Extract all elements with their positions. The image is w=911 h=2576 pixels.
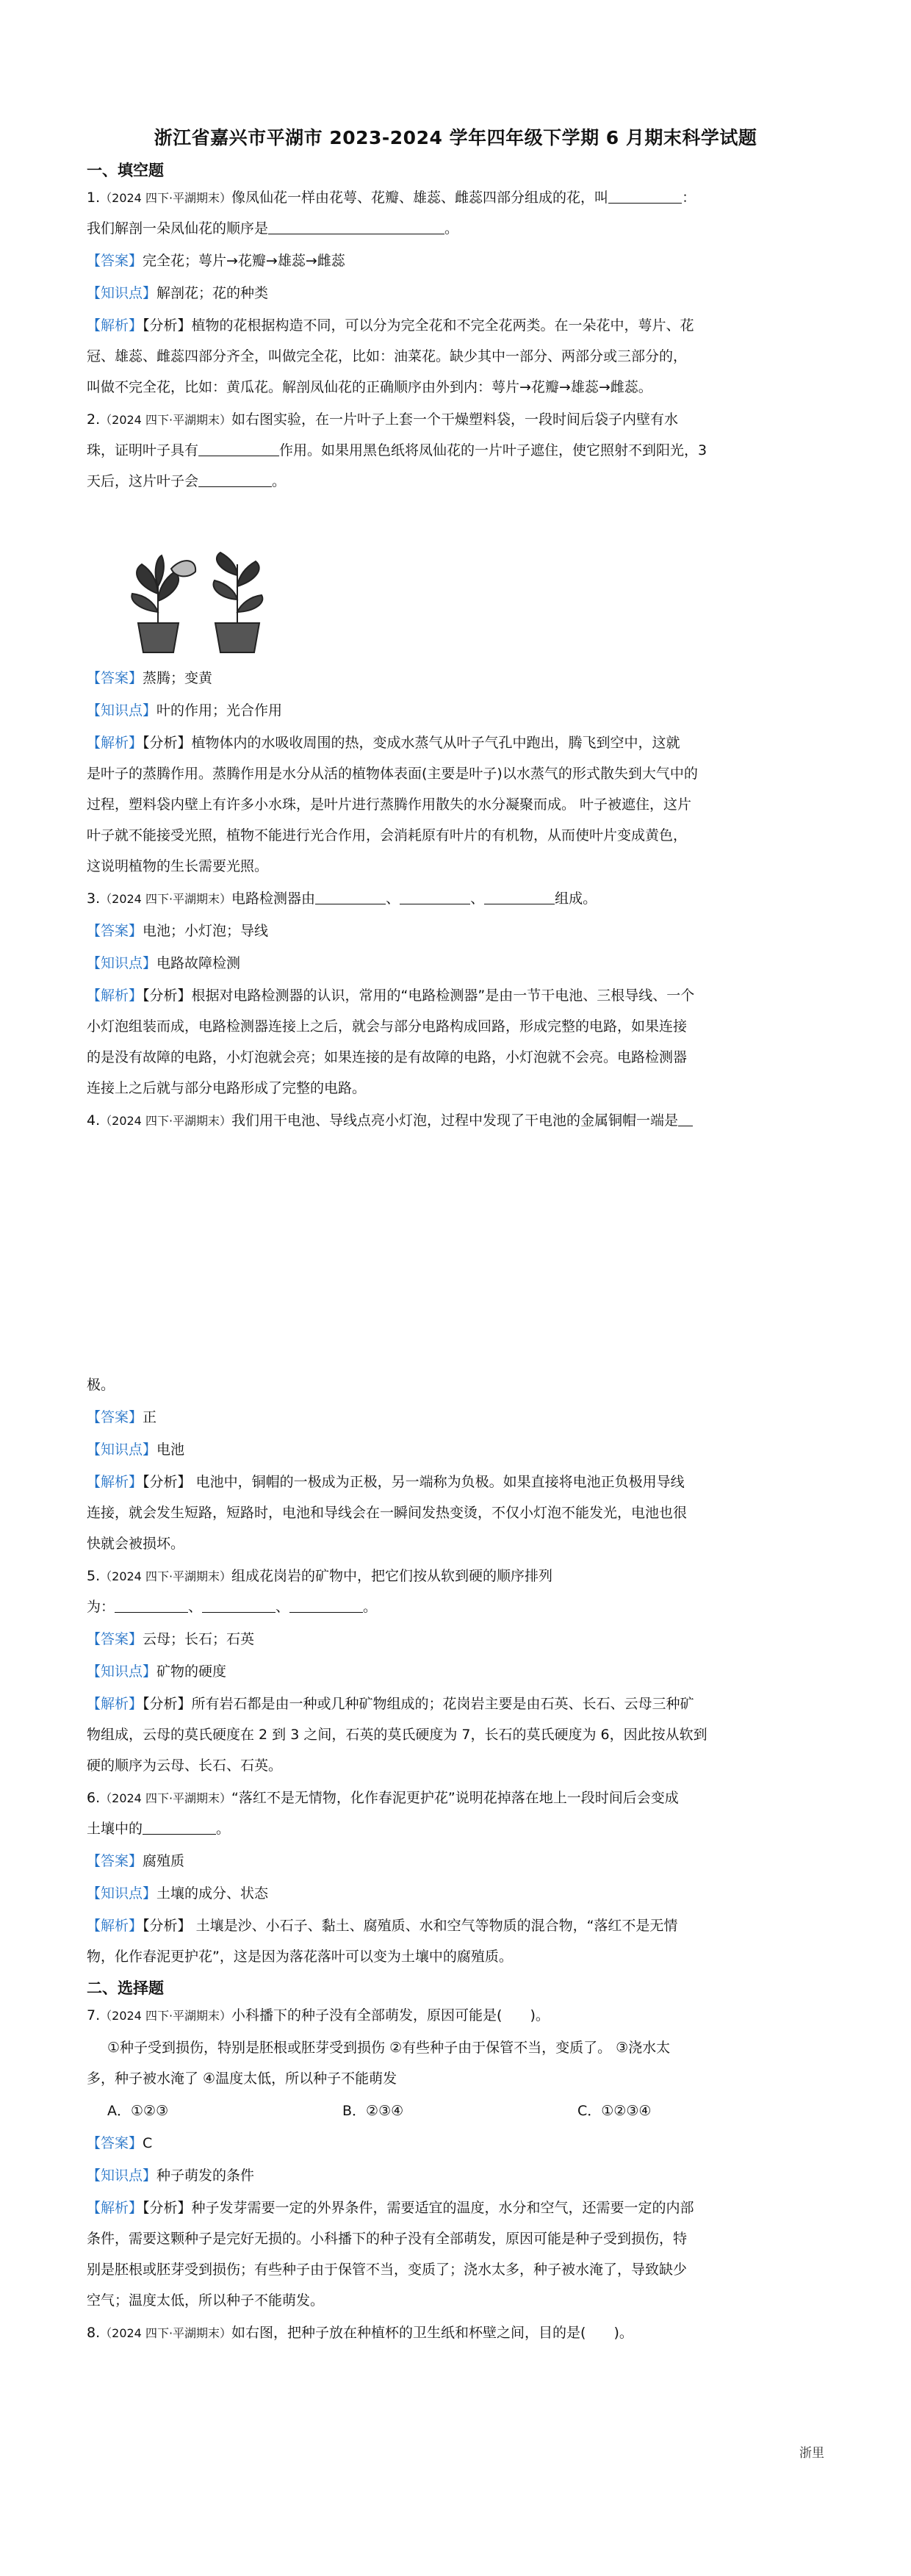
q7-analysis-1: 【解析】【分析】种子发芽需要一定的外界条件，需要适宜的温度，水分和空气，还需要一定的内部: [87, 2200, 694, 2216]
section-heading-fill: 一、填空题: [87, 162, 164, 179]
q6-answer: 【答案】腐殖质: [87, 1853, 185, 1869]
q2-line-1: 2.（2024 四下·平湖期末）如右图实验，在一片叶子上套一个干燥塑料袋，一段时间后袋子内壁有水: [87, 411, 679, 428]
page-footer: 浙里: [799, 2446, 824, 2461]
answer-blank: [202, 1597, 276, 1613]
q5-line-2: 为： 、 、 。: [87, 1599, 378, 1615]
q8-line-1: 8.（2024 四下·平湖期末）如右图，把种子放在种植杯的卫生纸和杯壁之间，目的是( )。: [87, 2325, 633, 2341]
q7-analysis-2: 条件，需要这颗种子是完好无损的。小科播下的种子没有全部萌发，原因可能是种子受到损伤，特: [87, 2231, 688, 2247]
q7-analysis-3: 别是胚根或胚芽受到损伤；有些种子由于保管不当，变质了；浇水太多，种子被水淹了，导致缺少: [87, 2262, 688, 2278]
q2-analysis-2: 是叶子的蒸腾作用。蒸腾作用是水分从活的植物体表面(主要是叶子)以水蒸气的形式散失到大气中的: [87, 766, 698, 782]
option-a: A．①②③: [107, 2103, 169, 2119]
q4-analysis-3: 快就会被损坏。: [87, 1536, 185, 1552]
page-title: 浙江省嘉兴市平湖市 2023-2024 学年四年级下学期 6 月期末科学试题: [154, 127, 757, 148]
q2-analysis-5: 这说明植物的生长需要光照。: [87, 858, 269, 874]
q4-line-1: 4.（2024 四下·平湖期末）我们用干电池、导线点亮小灯泡，过程中发现了干电池的金属铜帽一端是: [87, 1109, 821, 1132]
q2-analysis-3: 过程，塑料袋内壁上有许多小水珠，是叶片进行蒸腾作用散失的水分凝聚而成。 叶子被遮住，这片: [87, 796, 692, 813]
answer-blank: [315, 889, 386, 904]
answer-blank: [115, 1597, 188, 1613]
q7-analysis-4: 空气；温度太低，所以种子不能萌发。: [87, 2292, 325, 2309]
q5-analysis-1: 【解析】【分析】所有岩石都是由一种或几种矿物组成的；花岗岩主要是由石英、长石、云母三种矿: [87, 1696, 694, 1712]
q1-line-2: 我们解剖一朵凤仙花的顺序是 。: [87, 220, 459, 237]
q6-line-2: 土壤中的 。: [87, 1821, 231, 1837]
q4-line-2: 极。: [87, 1377, 115, 1393]
q3-analysis-1: 【解析】【分析】根据对电路检测器的认识，常用的“电路检测器”是由一节干电池、三根导线、一个: [87, 987, 695, 1004]
answer-blank: [143, 1819, 216, 1835]
q5-point: 【知识点】矿物的硬度: [87, 1663, 227, 1680]
answer-blank: [608, 188, 682, 204]
q3-point: 【知识点】电路故障检测: [87, 955, 241, 971]
plant-left-with-bag: [132, 555, 195, 652]
q1-analysis-2: 冠、雄蕊、雌蕊四部分齐全，叫做完全花，比如：油菜花。缺少其中一部分、两部分或三部分的，: [87, 348, 688, 364]
q2-point: 【知识点】叶的作用；光合作用: [87, 702, 283, 719]
q5-line-1: 5.（2024 四下·平湖期末）组成花岗岩的矿物中，把它们按从软到硬的顺序排列: [87, 1568, 553, 1584]
q4-point: 【知识点】电池: [87, 1442, 185, 1458]
answer-blank: [400, 889, 470, 904]
q2-line-3: 天后，这片叶子会 。: [87, 473, 287, 489]
q7-answer: 【答案】C: [87, 2135, 153, 2151]
q6-point: 【知识点】土壤的成分、状态: [87, 1885, 269, 1902]
q2-analysis-1: 【解析】【分析】植物体内的水吸收周围的热，变成水蒸气从叶子气孔中跑出，腾飞到空中，这就: [87, 735, 680, 751]
q5-answer: 【答案】云母；长石；石英: [87, 1631, 255, 1647]
q2-line-2: 珠，证明叶子具有 作用。如果用黑色纸将凤仙花的一片叶子遮住，使它照射不到阳光，3: [87, 442, 707, 458]
q1-point: 【知识点】解剖花；花的种类: [87, 285, 269, 301]
answer-blank: [198, 441, 279, 456]
answer-blank: [268, 219, 444, 234]
q7-line-1: 7.（2024 四下·平湖期末）小科播下的种子没有全部萌发，原因可能是( )。: [87, 2007, 550, 2023]
q6-analysis-2: 物，化作春泥更护花”，这是因为落花落叶可以变为土壤中的腐殖质。: [87, 1949, 513, 1965]
section-heading-choice: 二、选择题: [87, 1979, 164, 1997]
q7-line-3: 多，种子被水淹了 ④温度太低，所以种子不能萌发: [87, 2070, 397, 2087]
q4-analysis-2: 连接，就会发生短路，短路时，电池和导线会在一瞬间发热变烫，不仅小灯泡不能发光，电池也很: [87, 1505, 688, 1521]
q3-analysis-4: 连接上之后就与部分电路形成了完整的电路。: [87, 1080, 367, 1096]
potted-plants-illustration: [109, 542, 285, 660]
q3-answer: 【答案】电池；小灯泡；导线: [87, 923, 269, 939]
option-c: C．①②③④: [577, 2103, 652, 2119]
q6-analysis-1: 【解析】【分析】 土壤是沙、小石子、黏土、腐殖质、水和空气等物质的混合物，“落红不是无情: [87, 1918, 678, 1934]
answer-blank: [289, 1597, 363, 1613]
q2-analysis-4: 叶子就不能接受光照，植物不能进行光合作用，会消耗原有叶片的有机物，从而使叶片变成黄色，: [87, 827, 688, 843]
q3-line-1: 3.（2024 四下·平湖期末）电路检测器由 、 、 组成。: [87, 891, 597, 907]
q5-analysis-2: 物组成，云母的莫氏硬度在 2 到 3 之间，石英的莫氏硬度为 7，长石的莫氏硬度为 6，因此按从软到: [87, 1727, 707, 1743]
q2-answer: 【答案】蒸腾；变黄: [87, 670, 213, 686]
q5-analysis-3: 硬的顺序为云母、长石、石英。: [87, 1757, 283, 1774]
q7-line-2: ①种子受到损伤，特别是胚根或胚芽受到损伤 ②有些种子由于保管不当，变质了。 ③浇水太: [107, 2040, 671, 2056]
q1-analysis-3: 叫做不完全花，比如：黄瓜花。解剖凤仙花的正确顺序由外到内：萼片→花瓣→雄蕊→雌蕊。: [87, 379, 652, 395]
q1-line-1: 1.（2024 四下·平湖期末）像凤仙花一样由花萼、花瓣、雄蕊、雌蕊四部分组成的花，叫 ：: [87, 190, 696, 206]
answer-blank: [484, 889, 555, 904]
q7-options: [107, 2100, 842, 2122]
q1-analysis-1: 【解析】【分析】植物的花根据构造不同，可以分为完全花和不完全花两类。在一朵花中，萼片、花: [87, 317, 694, 334]
q4-answer: 【答案】正: [87, 1409, 157, 1425]
answer-blank: [678, 1111, 693, 1126]
q7-point: 【知识点】种子萌发的条件: [87, 2167, 255, 2184]
option-b: B．②③④: [342, 2103, 404, 2119]
answer-blank: [198, 472, 272, 487]
q3-analysis-3: 的是没有故障的电路，小灯泡就会亮；如果连接的是有故障的电路，小灯泡就不会亮。电路检测器: [87, 1049, 688, 1065]
q4-analysis-1: 【解析】【分析】 电池中，铜帽的一极成为正极，另一端称为负极。如果直接将电池正负极用导线: [87, 1474, 685, 1490]
q3-analysis-2: 小灯泡组装而成，电路检测器连接上之后，就会与部分电路构成回路，形成完整的电路，如果连接: [87, 1018, 688, 1035]
q1-answer: 【答案】完全花；萼片→花瓣→雄蕊→雌蕊: [87, 253, 345, 269]
plant-right: [213, 553, 262, 652]
q6-line-1: 6.（2024 四下·平湖期末）“落红不是无情物，化作春泥更护花”说明花掉落在地上一段时间后会变成: [87, 1790, 679, 1806]
